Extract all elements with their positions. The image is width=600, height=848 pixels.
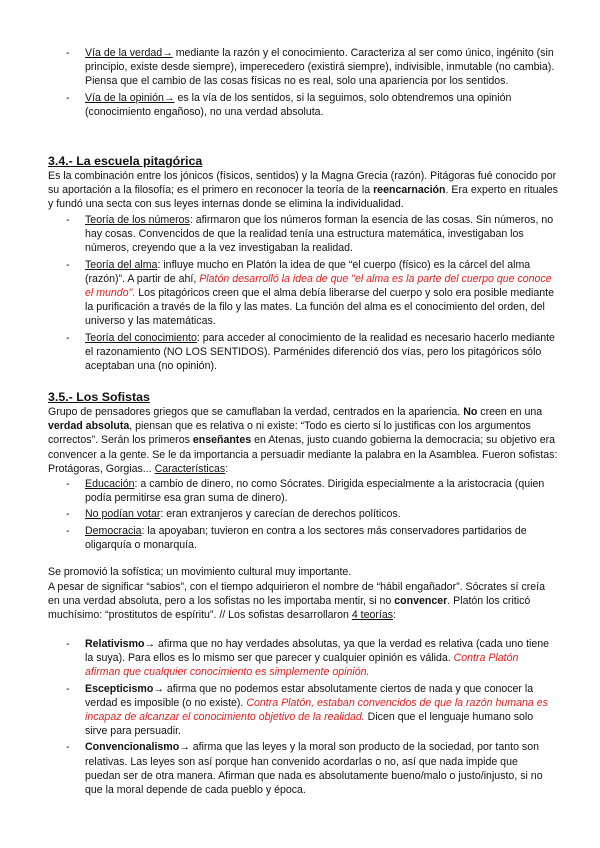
sofistas-theories-list xyxy=(66,637,556,799)
para-text: . Platón los criticó muchísimo: “prostitutos de espíritu”. // Los sofistas desarrollaron xyxy=(48,595,531,622)
section-35-intro xyxy=(48,405,558,476)
list-item xyxy=(66,258,556,329)
list-item-term: Democracia xyxy=(85,524,142,537)
list-item-text: → afirma que las leyes y la moral son producto de la sociedad, por tanto son relativas. Las leyes son así porque han convenido acordarlas o no, así que nada impide que puedan ser de otra manera. Afirman que nada es absolutamente bueno/malo o justo/injusto, si no que la moral depende de cada pueblo y época. xyxy=(85,741,543,797)
red-note: Platón desarrolló la idea de que "el alma es la parte del cuerpo que conoce el mundo". xyxy=(85,272,552,300)
sofistica-paragraph: Se promovió la sofística; un movimiento cultural muy importante. xyxy=(48,566,352,578)
intro-text: Es la combinación entre los jónicos (físicos, sentidos) y la Magna Grecia (razón). Pitágoras fué conocido por su aportación a la filosofía; es el primero en reconocer la teoría de la xyxy=(48,170,557,197)
para-text: creen en una xyxy=(477,406,543,418)
list-item-term: Educación xyxy=(85,478,135,490)
para-text: : xyxy=(225,462,229,475)
list-item-text: : para acceder al conocimiento de la realidad es necesario hacerlo mediante el razonamiento (NO LOS SENTIDOS). Parménides diferenció dos vías, pero los pitagóricos sólo aceptaban una (no opinión). xyxy=(85,331,555,373)
list-item-text: Dicen que el lenguaje humano solo sirve para persuadir. xyxy=(85,711,534,738)
list-item-text: : afirmaron que los números forman la esencia de las cosas. Sin números, no hay cosas. Convencidos de que la realidad tenía una estructura matemática, investigaban los números, creyendo que a la vez investigaban la realidad. xyxy=(85,214,554,255)
sabios-paragraph xyxy=(48,580,558,623)
para-bold: enseñantes xyxy=(192,434,252,447)
para-text: : xyxy=(393,609,396,622)
list-item-text: Los pitagóricos creen que el alma debía liberarse del cuerpo y solo era posible mediante la purificación a través de la filo y las mates. La función del alma es el conocimiento del orden, del universo y las matemáticas. xyxy=(85,287,554,328)
list-item-text: : eran extranjeros y carecían de derechos políticos. xyxy=(160,508,401,521)
list-item xyxy=(66,213,556,256)
list-item xyxy=(66,740,556,797)
list-item-text: : la apoyaban; tuvieron en contra a los sectores más conservadores partidarios de oligarquía o monarquía. xyxy=(85,524,527,551)
list-item-text: → afirma que no hay verdades absolutas, ya que la verdad es relativa (cada uno tiene la suya). Para ellos es lo mismo ser que parecer y cualquier opinión es válida. xyxy=(85,638,550,665)
list-item-text: → afirma que no podemos estar absolutamente ciertos de nada y que conocer la verdad es imposible (o no existe). xyxy=(85,682,534,709)
list-item xyxy=(66,682,556,739)
para-text: Grupo de pensadores griegos que se camuflaban la verdad, centrados en la apariencia. xyxy=(48,406,464,418)
theory-term: Convencionalismo xyxy=(85,741,180,754)
para-text: A pesar de significar “sabios”, con el tiempo adquirieron el nombre de “hábil engañador”. Sócrates sí creía en una verdad absoluta, pero a los sofistas no les importaba mentir, si no xyxy=(48,581,545,608)
list-item-text: es la vía de los sentidos, si la seguimos, solo obtendremos una opinión (conocimiento engañoso), no una verdad absoluta. xyxy=(85,91,512,118)
list-item-text: : a cambio de dinero, no como Sócrates. Dirigida especialmente a la aristocracia (quien podía permitirse esa gran suma de dinero). xyxy=(85,478,545,505)
list-item xyxy=(66,637,556,680)
para-bold: convencer xyxy=(394,595,448,608)
para-text: en Atenas, justo cuando gobierna la democracia; su objetivo era convencer a la gente. Se le da importancia a persuadir mediante la palabra en la Asamblea. Fueron sofistas: Protágoras, Gorgias... xyxy=(48,434,558,475)
list-item-text: mediante la razón y el conocimiento. Caracteriza al ser como único, ingénito (sin principio, existe desde siempre), imperecedero (existirá siempre), indivisible, inmutable (no cambia). Piensa que el cambio de las cosas físicas no es real, solo una apariencia por los sentidos. xyxy=(85,47,555,88)
list-item-term: Teoría del conocimiento xyxy=(85,331,197,344)
para-underline: 4 teorías xyxy=(351,609,394,622)
para-underline: Características xyxy=(154,462,226,475)
red-note: Contra Platón afirman que cualquier conocimiento es simplemente opinión. xyxy=(85,652,519,679)
list-item xyxy=(66,507,556,521)
list-item-term: Teoría de los números xyxy=(85,214,190,226)
para-bold: verdad absoluta xyxy=(48,420,130,433)
pitagorica-list xyxy=(66,213,556,375)
list-item-term: Vía de la opinión→ xyxy=(85,91,175,104)
section-heading-pitagorica: 3.4.- La escuela pitagórica xyxy=(48,154,203,168)
para-text: , piensan que es relativa o ni existe: “Todo es cierto si lo justificas con los argumentos correctos”. Serán los primeros xyxy=(48,420,531,447)
para-bold: No xyxy=(463,406,478,418)
list-item xyxy=(66,477,556,505)
list-item xyxy=(66,46,556,89)
list-item-term: Vía de la verdad→ xyxy=(85,47,173,59)
sofistas-characteristics-list xyxy=(66,477,556,554)
list-item-term: No podían votar xyxy=(85,508,161,521)
intro-bold: reencarnación xyxy=(373,184,446,197)
list-item xyxy=(66,331,556,374)
top-list xyxy=(66,46,556,121)
list-item xyxy=(66,524,556,552)
list-item xyxy=(66,91,556,119)
red-note: Contra Platón, estaban convencidos de que la razón humana es incapaz de alcanzar el conocimiento objetivo de la realidad. xyxy=(85,696,548,724)
intro-text: . Era experto en rituales y fundó una secta con sus leyes internas donde se elimina la individualidad. xyxy=(48,184,558,211)
theory-term: Relativismo xyxy=(85,638,145,650)
section-34-intro xyxy=(48,169,558,212)
list-item-text: : influye mucho en Platón la idea de que “el cuerpo (físico) es la cárcel del alma (razón)”. A partir de ahí, xyxy=(85,258,531,285)
section-heading-sofistas: 3.5.- Los Sofistas xyxy=(48,390,150,404)
theory-term: Escepticismo xyxy=(85,682,154,695)
list-item-term: Teoría del alma xyxy=(85,258,158,271)
